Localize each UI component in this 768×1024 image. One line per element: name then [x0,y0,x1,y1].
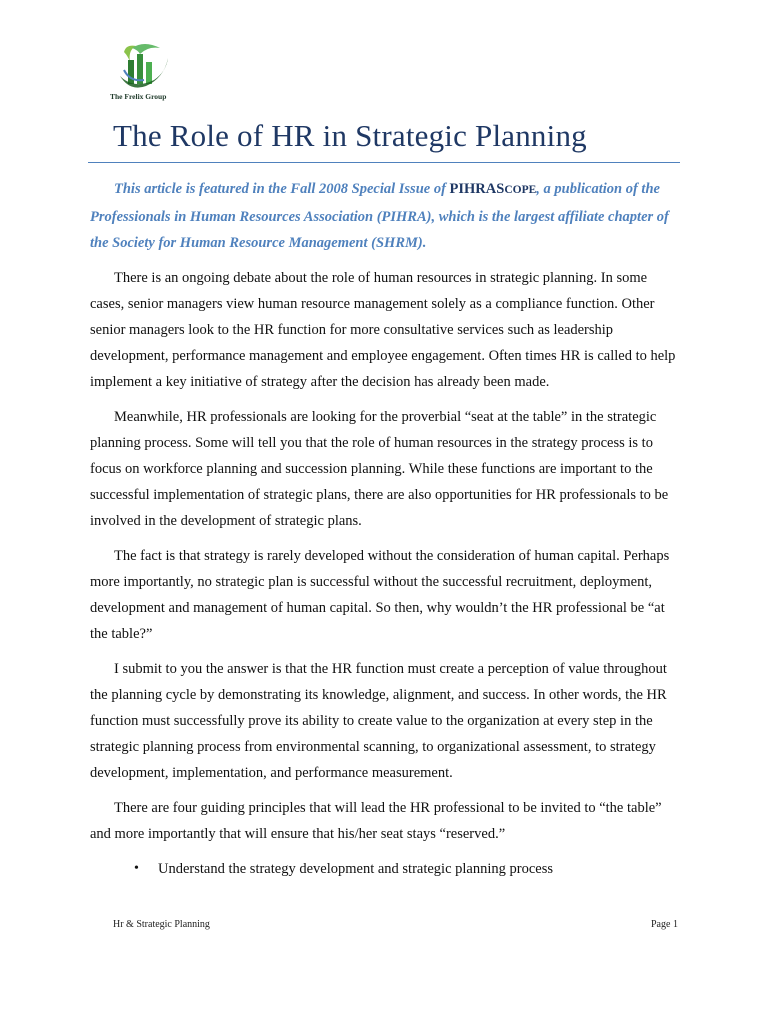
intro-before: This article is featured in the Fall 2008 Special Issue of [114,181,450,197]
frelix-logo-icon [110,42,184,92]
publication-name-main: PIHRAS [449,181,505,197]
principles-list [90,856,680,882]
paragraph-4: I submit to you the answer is that the HR function must create a perception of value throughout the planning cycle by demonstrating its knowledge, alignment, and success. In other words, the HR function must successfully prove its ability to create value to the organization at every step in the strategic planning process from environmental scanning, to organizational assessment, to strategy development, implementation, and performance measurement. [90,660,667,781]
list-item [90,856,680,882]
bullet-icon: • [134,860,139,876]
list-item-text: Understand the strategy development and strategic planning process [158,860,554,877]
intro-after: , a publication of the Professionals in Human Resources Association (PIHRA), which is the largest affiliate chapter of the Society for Human Resource Management (SHRM). [90,181,669,251]
intro-paragraph [90,176,680,257]
page-number: Page 1 [651,919,678,930]
paragraph-1: There is an ongoing debate about the role of human resources in strategic planning. In some cases, senior managers view human resource management solely as a compliance function. Other senior managers look to the HR function for more consultative services such as leadership development, performance management and employee engagement. Often times HR is called to help implement a key initiative of strategy after the decision has already been made. [90,269,676,390]
footer-title: Hr & Strategic Planning [113,919,210,930]
paragraph-5: There are four guiding principles that will lead the HR professional to be invited to “the table” and more importantly that will ensure that his/her seat stays “reserved.” [90,799,662,842]
publication-name [450,181,537,197]
paragraph-3: The fact is that strategy is rarely developed without the consideration of human capital. Perhaps more importantly, no strategic plan is successful without the successful recruitment, deployment, development and management of human capital. So then, why wouldn’t the HR professional be “at the table?” [90,547,670,642]
company-logo [110,42,184,104]
paragraph-2: Meanwhile, HR professionals are looking for the proverbial “seat at the table” in the strategic planning process. Some will tell you that the role of human resources in the strategy process is to focus on workforce planning and succession planning. While these functions are important to the successful implementation of strategic plans, there are also opportunities for HR professionals to be involved in the development of strategic plans. [90,408,669,529]
article-body [90,176,680,882]
publication-name-smallcaps: COPE [504,184,537,196]
title-divider [88,162,680,163]
page-title: The Role of HR in Strategic Planning [113,118,587,153]
logo-text: The Frelix Group [110,92,167,101]
